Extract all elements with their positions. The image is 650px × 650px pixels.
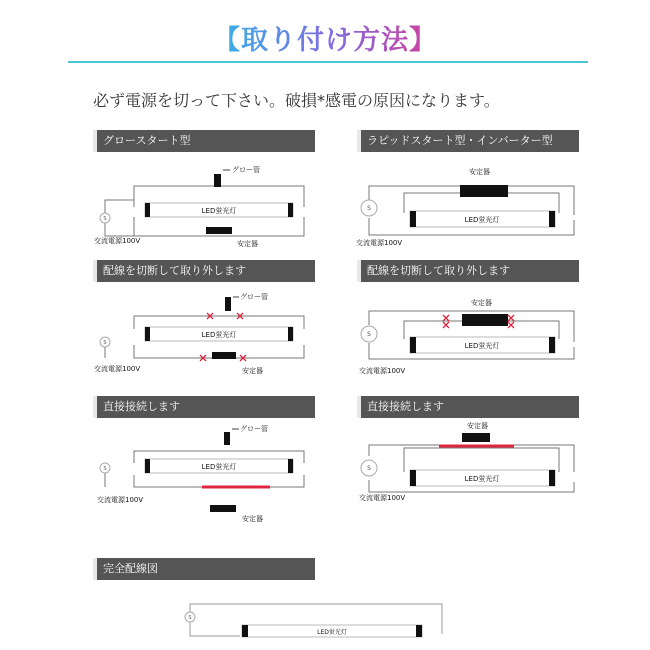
power-label: 交流電源100V (97, 496, 144, 504)
power-symbol: S (367, 465, 371, 472)
lamp-label: LED蛍光灯 (464, 342, 500, 350)
ballast-label: 安定器 (242, 367, 263, 375)
ballast-icon (462, 433, 490, 442)
power-symbol: S (103, 340, 107, 346)
band-glow-start: グロースタート型 (93, 130, 315, 152)
band-direct-left: 直接接続します (93, 396, 315, 418)
diagram-rapid-inverter (354, 160, 584, 250)
tube-cap-right (549, 470, 555, 486)
tube-cap-right (549, 211, 555, 227)
diagram-cut-rapid (354, 287, 584, 382)
lamp-label: LED蛍光灯 (201, 331, 237, 339)
tube-cap-right (288, 203, 293, 217)
diagram-cut-glow (90, 287, 320, 382)
power-symbol: S (103, 466, 107, 472)
power-label: 交流電源100V (359, 494, 406, 502)
ballast-label: 安定器 (469, 168, 490, 176)
lamp-label: LED蛍光灯 (464, 475, 500, 483)
power-symbol: S (103, 216, 107, 222)
band-cut-right: 配線を切断して取り外します (357, 260, 579, 282)
tube-cap-right (416, 625, 422, 637)
band-rapid-inverter: ラピッドスタート型・インバーター型 (357, 130, 579, 152)
ballast-icon (210, 505, 236, 512)
power-label: 交流電源100V (356, 239, 403, 247)
tube-cap-right (288, 459, 293, 473)
power-symbol: S (188, 615, 192, 621)
power-label: 交流電源100V (359, 367, 406, 375)
power-label: 交流電源100V (94, 237, 141, 245)
lamp-label: LED蛍光灯 (464, 216, 500, 224)
title-underline (68, 61, 588, 63)
lamp-label: LED蛍光灯 (201, 207, 237, 215)
glow-tube-label: グロー管 (240, 293, 268, 301)
glow-tube-icon (214, 174, 221, 187)
diagram-direct-rapid (354, 420, 584, 510)
tube-cap-right (288, 327, 293, 341)
ballast-icon (212, 352, 236, 359)
ballast-label: 安定器 (471, 299, 492, 307)
band-direct-right: 直接接続します (357, 396, 579, 418)
lamp-label: LED蛍光灯 (317, 629, 347, 636)
tube-cap-left (242, 625, 248, 637)
bottom-wire (190, 622, 240, 636)
ballast-wire (404, 448, 559, 472)
ballast-label: 安定器 (242, 515, 263, 523)
power-lead-top (105, 200, 134, 215)
page-title: 【取り付け方法】 (195, 18, 455, 57)
diagram-glow-start (90, 160, 320, 250)
tube-cap-left (410, 337, 416, 353)
band-complete: 完全配線図 (93, 558, 315, 580)
safety-notice: 必ず電源を切って下さい。破損*感電の原因になります。 (93, 91, 500, 110)
ballast-icon (460, 185, 508, 197)
ballast-icon (206, 227, 232, 234)
top-wire (369, 445, 574, 472)
glow-tube-label: グロー管 (240, 425, 268, 433)
diagram-direct-glow (90, 420, 320, 525)
tube-cap-left (145, 459, 150, 473)
lamp-label: LED蛍光灯 (201, 463, 237, 471)
tube-cap-left (145, 203, 150, 217)
tube-cap-left (145, 327, 150, 341)
power-symbol: S (367, 205, 371, 212)
band-cut-left: 配線を切断して取り外します (93, 260, 315, 282)
ballast-icon (462, 314, 508, 326)
diagram-complete (180, 598, 460, 648)
tube-cap-right (549, 337, 555, 353)
glow-tube-icon (225, 297, 231, 311)
ballast-label: 安定器 (237, 240, 258, 248)
ballast-label: 安定器 (467, 422, 488, 430)
tube-cap-left (410, 470, 416, 486)
power-symbol: S (367, 331, 371, 338)
glow-tube-label: グロー管 (232, 166, 260, 174)
glow-tube-icon (224, 432, 230, 445)
power-label: 交流電源100V (94, 365, 141, 373)
bottom-wire (134, 475, 304, 487)
tube-cap-left (410, 211, 416, 227)
